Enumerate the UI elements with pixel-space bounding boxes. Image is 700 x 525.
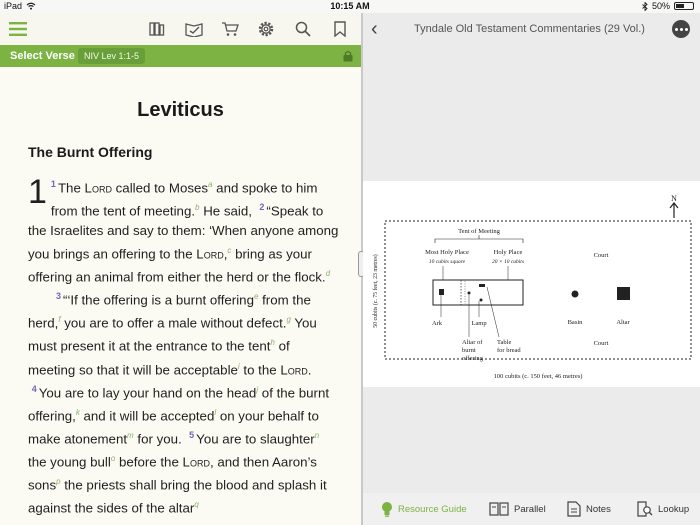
verse-text: and it will be accepted [79, 408, 215, 424]
divine-name: Lord [182, 454, 210, 470]
footnote-marker[interactable]: f [58, 315, 61, 325]
verse-text: . [307, 362, 312, 377]
verse-number[interactable]: 2 [259, 202, 265, 213]
bookmark-icon[interactable] [330, 19, 350, 39]
parallel-books-icon [489, 501, 509, 517]
verse-text: on your behalf to make atonement [28, 408, 319, 447]
settings-gear-icon[interactable] [256, 19, 276, 39]
altar-incense-marker [468, 292, 471, 295]
footnote-marker[interactable]: p [56, 477, 61, 487]
footnote-marker[interactable]: k [75, 407, 80, 417]
altar-burnt-offering-label: Altar of burnt offering [462, 339, 483, 362]
footnote-marker[interactable]: l [214, 407, 217, 417]
footnote-marker[interactable]: m [127, 430, 134, 440]
bible-pane [0, 13, 361, 525]
verse-text: of meeting so that it will be acceptable [28, 338, 290, 377]
battery-icon [674, 2, 694, 10]
notes-tab[interactable] [567, 501, 611, 517]
footnote-marker[interactable]: h [270, 338, 275, 348]
footnote-marker[interactable]: b [195, 203, 200, 213]
verse-text: “Speak to the Israelites and say to them: ‘When anyone among you brings an offering to the [28, 203, 339, 262]
footnote-marker[interactable]: q [194, 500, 199, 510]
section-heading: The Burnt Offering [28, 144, 153, 160]
paragraph-2 [28, 287, 340, 518]
lamp-marker [480, 299, 483, 302]
verse-number[interactable]: 1 [50, 179, 56, 189]
verse-text: , [223, 246, 228, 262]
court-label-bottom: Court [593, 340, 609, 347]
verse-text: The [57, 180, 85, 196]
lookup-tab[interactable] [637, 501, 689, 517]
footnote-marker[interactable]: g [286, 315, 291, 325]
footnote-marker[interactable]: d [325, 269, 331, 279]
verse-number[interactable]: 3 [56, 291, 62, 302]
tabernacle-outline [433, 280, 523, 305]
menu-icon[interactable] [8, 19, 28, 39]
verse-text: He said, [199, 203, 252, 219]
book-title: Leviticus [137, 99, 224, 121]
lookup-icon [637, 501, 653, 517]
footnote-marker[interactable]: e [253, 292, 259, 302]
ark-label: Ark [431, 320, 443, 327]
verse-reference-badge[interactable]: NIV Lev 1:1-5 [78, 48, 145, 64]
parallel-tab[interactable] [489, 501, 546, 517]
status-bar [0, 0, 700, 13]
basin-marker [572, 291, 579, 298]
commentary-header [363, 13, 700, 45]
verse-text: the priests shall bring the blood and splash it against the sides of the altar [28, 477, 327, 516]
divine-name: Lord [84, 180, 112, 196]
reading-plan-icon[interactable] [184, 19, 204, 39]
bible-toolbar [0, 13, 361, 45]
lightbulb-icon [381, 501, 393, 517]
verse-text: You must present it at the entrance to the tent [28, 315, 317, 354]
court-label-top: Court [593, 252, 609, 259]
footnote-marker[interactable]: j [256, 384, 259, 394]
divine-name: Lord [280, 362, 308, 377]
north-label: N [671, 194, 677, 203]
footnote-marker[interactable]: n [314, 430, 320, 440]
lock-icon[interactable] [343, 50, 353, 62]
table-marker [479, 284, 485, 287]
bluetooth-icon [642, 2, 648, 11]
parallel-label: Parallel [514, 503, 546, 515]
device-label: iPad [4, 1, 23, 11]
tent-of-meeting-label: Tent of Meeting [458, 228, 500, 235]
verse-text: You are to lay your hand on the head [38, 385, 257, 401]
paragraph-1 [28, 175, 340, 287]
resource-title[interactable]: Tyndale Old Testament Commentaries (29 Vol.) [414, 23, 645, 35]
verse-text: from the herd, [28, 292, 311, 331]
lamp-label: Lamp [471, 320, 487, 327]
verse-text: and spoke to him from the tent of meeting. [50, 180, 318, 219]
library-icon[interactable] [147, 19, 167, 39]
most-holy-dims: 10 cubits square [428, 259, 466, 265]
store-cart-icon[interactable] [220, 19, 240, 39]
chapter-number: 1 [28, 173, 47, 211]
battery-percent: 50% [651, 1, 670, 11]
altar-marker [617, 287, 630, 300]
lookup-label: Lookup [658, 503, 690, 515]
verse-selector-bar [0, 45, 361, 67]
footnote-marker[interactable]: o [110, 454, 116, 464]
holy-place-label: Holy Place [493, 249, 523, 256]
verse-text: called to Moses [111, 180, 209, 196]
commentary-pane [363, 13, 700, 525]
verse-text: You are to slaughter [196, 431, 315, 447]
resource-guide-label: Resource Guide [398, 503, 467, 515]
most-holy-place-label: Most Holy Place [425, 249, 469, 256]
verse-text: , and then Aaron’s sons [28, 454, 317, 493]
tabernacle-diagram [363, 181, 700, 387]
verse-text: before the [115, 454, 183, 470]
verse-number[interactable]: 4 [31, 383, 37, 394]
verse-text: you are to offer a male without defect. [60, 315, 287, 331]
more-options-icon[interactable] [672, 20, 690, 38]
back-chevron-icon[interactable]: ‹ [371, 18, 378, 40]
altar-label: Altar [616, 319, 630, 326]
verse-text: of the burnt offering, [28, 385, 330, 424]
verse-text: “‘If the offering is a burnt offering [63, 292, 254, 308]
status-time: 10:15 AM [330, 1, 370, 11]
divine-name: Lord [196, 246, 224, 262]
ark-marker [439, 289, 444, 295]
basin-label: Basin [567, 319, 583, 326]
notes-label: Notes [586, 503, 611, 515]
resource-guide-tab[interactable] [381, 501, 467, 517]
notes-icon [567, 501, 581, 517]
verse-text: the young bull [28, 454, 111, 470]
table-for-bread-label: Table for bread [497, 339, 521, 354]
holy-place-dims: 20 × 10 cubits [492, 259, 524, 265]
scripture-text [28, 175, 340, 518]
side-dimension-label: 50 cubits (c. 75 feet, 23 metres) [373, 254, 379, 328]
verse-text: bring as your offering an animal from either the herd or the flock. [28, 246, 326, 285]
verse-text: to the [239, 362, 281, 377]
commentary-bottom-bar [363, 493, 700, 525]
verse-text: for you. [133, 431, 182, 447]
bottom-dimension-label: 100 cubits (c. 150 feet, 46 metres) [493, 373, 583, 380]
select-verse-button[interactable]: Select Verse [10, 50, 75, 62]
verse-number[interactable]: 5 [189, 429, 195, 440]
footnote-marker[interactable]: c [227, 245, 232, 255]
search-icon[interactable] [293, 19, 313, 39]
footnote-marker[interactable]: i [237, 361, 240, 371]
footnote-marker[interactable]: a [208, 180, 213, 189]
courtyard-outline [385, 221, 691, 359]
